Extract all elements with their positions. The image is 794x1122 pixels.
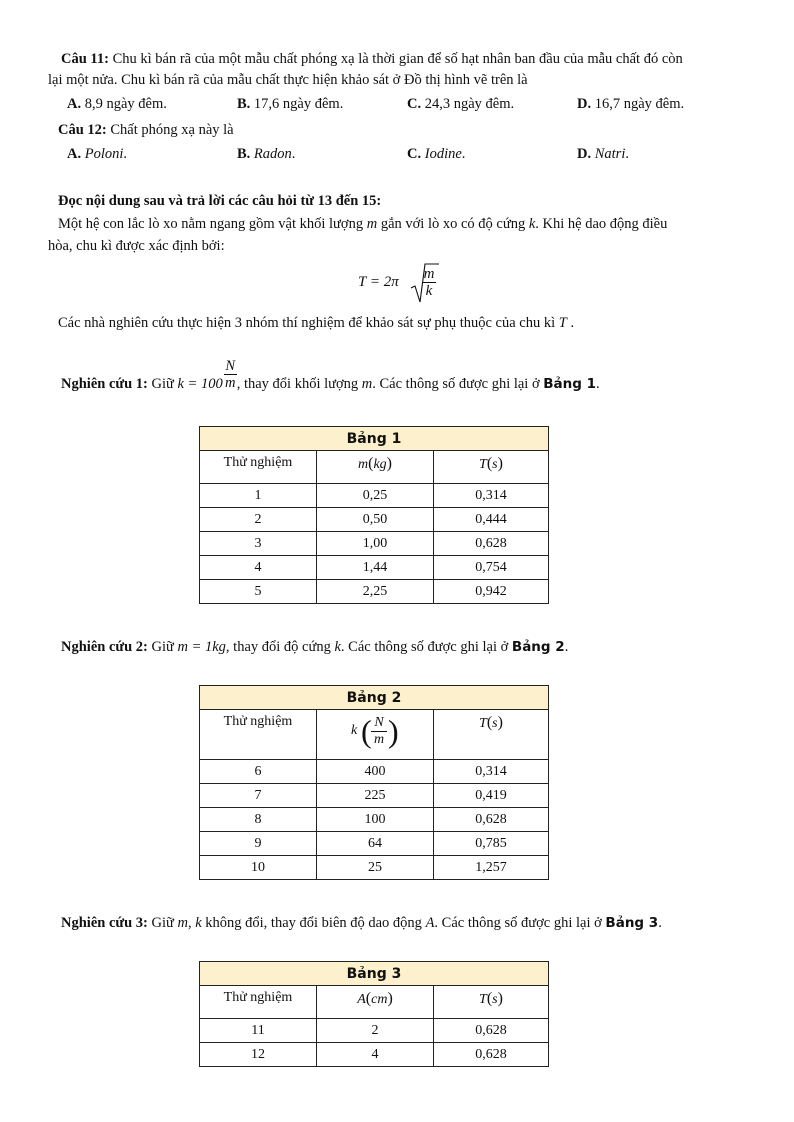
table1-header-period: T(s) bbox=[434, 451, 549, 484]
q12-option-a[interactable]: A. Poloni. bbox=[67, 146, 128, 162]
study2-label: Nghiên cứu 2: bbox=[61, 639, 148, 655]
table2-header-trial: Thử nghiệm bbox=[200, 710, 317, 760]
study3-table-ref: Bảng 3 bbox=[605, 915, 659, 931]
q11-option-d[interactable]: D. 16,7 ngày đêm. bbox=[577, 96, 685, 112]
table-row: 10 25 1,257 bbox=[200, 856, 549, 880]
table-row: 7 225 0,419 bbox=[200, 784, 549, 808]
table1-header-trial: Thử nghiệm bbox=[200, 451, 317, 484]
table1-header-mass: m(kg) bbox=[317, 451, 434, 484]
table3-header-trial: Thử nghiệm bbox=[200, 986, 317, 1019]
q12-text: Chất phóng xạ này là bbox=[110, 122, 234, 138]
table2-header-period: T(s) bbox=[434, 710, 549, 760]
q11-line-1 bbox=[61, 50, 683, 68]
study1-unit-fraction: $\frac{N}{m}$ bbox=[224, 358, 236, 391]
table-row: 3 1,00 0,628 bbox=[200, 532, 549, 556]
study1-label: Nghiên cứu 1: bbox=[61, 376, 148, 392]
q11-label: Câu 11: bbox=[61, 51, 109, 67]
table-row: 5 2,25 0,942 bbox=[200, 580, 549, 604]
q11-text-1: Chu kì bán rã của một mẫu chất phóng xạ là thời gian để số hạt nhân ban đầu của mẫu chất đó còn bbox=[112, 51, 683, 67]
q12-option-d[interactable]: D. Natri. bbox=[577, 146, 629, 162]
passage-line-3: Các nhà nghiên cứu thực hiện 3 nhóm thí nghiệm để khảo sát sự phụ thuộc của chu kì T . bbox=[58, 315, 575, 331]
q11-line-2 bbox=[48, 71, 528, 89]
table-2 bbox=[199, 685, 549, 880]
q12-option-c[interactable]: C. Iodine. bbox=[407, 146, 466, 162]
table3-title: Bảng 3 bbox=[200, 962, 549, 986]
table1-title: Bảng 1 bbox=[200, 427, 549, 451]
study1-table-ref: Bảng 1 bbox=[543, 376, 597, 392]
formula-fraction bbox=[422, 266, 436, 299]
q12-line bbox=[58, 121, 234, 139]
table2-title: Bảng 2 bbox=[200, 686, 549, 710]
q11-option-c[interactable]: C. 24,3 ngày đêm. bbox=[407, 96, 515, 112]
q11-option-a[interactable]: A. 8,9 ngày đêm. bbox=[67, 96, 167, 112]
q12-label: Câu 12: bbox=[58, 122, 107, 138]
table3-header-period: T(s) bbox=[434, 986, 549, 1019]
study3-line: Nghiên cứu 3: Giữ m, k không đổi, thay đổi biên độ dao động A. Các thông số được ghi lại ở Bảng 3. bbox=[61, 915, 662, 931]
table2-header-stiffness: k ( $\frac{N}{m}$ ) bbox=[317, 710, 434, 760]
table-row: 2 0,50 0,444 bbox=[200, 508, 549, 532]
formula-denominator: k bbox=[422, 282, 436, 299]
q11-text-2: lại một nửa. Chu kì bán rã của mẫu chất thực hiện khảo sát ở Đồ thị hình vẽ trên là bbox=[48, 72, 528, 88]
formula-numerator: m bbox=[423, 266, 435, 282]
table-row: 1 0,25 0,314 bbox=[200, 484, 549, 508]
passage-line-2: hòa, chu kì được xác định bởi: bbox=[48, 238, 225, 254]
table-row: 9 64 0,785 bbox=[200, 832, 549, 856]
study2-table-ref: Bảng 2 bbox=[511, 639, 565, 655]
passage-heading: Đọc nội dung sau và trả lời các câu hỏi từ 13 đến 15: bbox=[58, 193, 382, 209]
table-row: 11 2 0,628 bbox=[200, 1019, 549, 1043]
study1-k-expr: k = 100 bbox=[177, 376, 223, 392]
table-row: 4 1,44 0,754 bbox=[200, 556, 549, 580]
table3-header-amplitude: A(cm) bbox=[317, 986, 434, 1019]
table-1 bbox=[199, 426, 549, 604]
q12-option-b[interactable]: B. Radon. bbox=[237, 146, 296, 162]
table-row: 6 400 0,314 bbox=[200, 760, 549, 784]
table-row: 8 100 0,628 bbox=[200, 808, 549, 832]
study2-line: Nghiên cứu 2: Giữ m = 1kg, thay đổi độ cứng k. Các thông số được ghi lại ở Bảng 2. bbox=[61, 639, 569, 655]
passage-line-1: Một hệ con lắc lò xo nằm ngang gồm vật khối lượng m gắn với lò xo có độ cứng k. Khi hệ dao động điều bbox=[58, 216, 668, 232]
table-3 bbox=[199, 961, 549, 1067]
table-row: 12 4 0,628 bbox=[200, 1043, 549, 1067]
formula-lhs: T = 2π bbox=[358, 274, 399, 290]
study3-label: Nghiên cứu 3: bbox=[61, 915, 148, 931]
study1-line: Nghiên cứu 1: Giữ k = 100 $\frac{N}{m}$ , thay đổi khối lượng m. Các thông số được ghi lại ở Bảng 1. bbox=[61, 358, 600, 392]
q11-option-b[interactable]: B. 17,6 ngày đêm. bbox=[237, 96, 344, 112]
